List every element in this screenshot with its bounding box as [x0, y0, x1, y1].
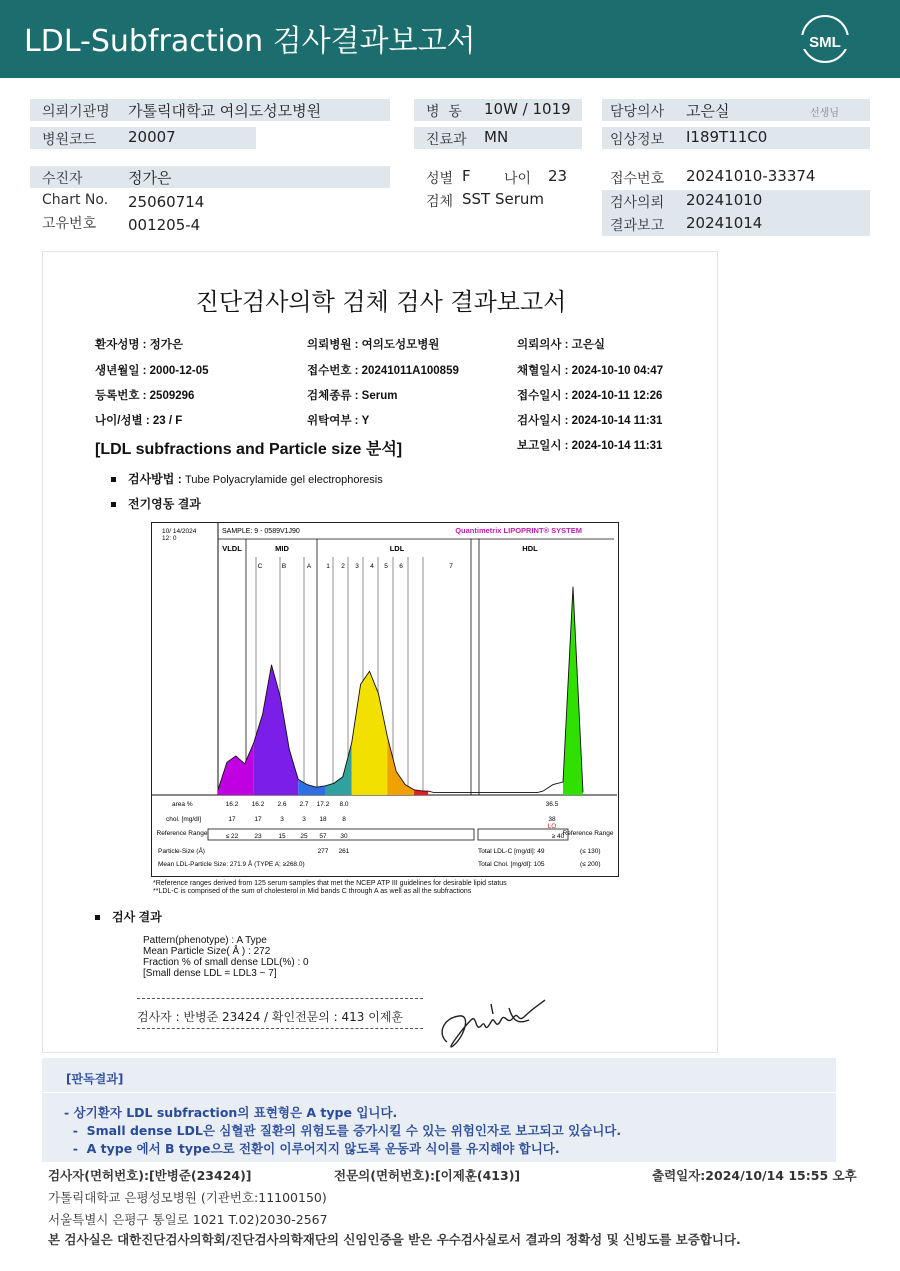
band-label: B [281, 563, 287, 570]
report-field: 의뢰의사 : 고은실 [517, 339, 605, 351]
chol-value: 3 [280, 816, 284, 823]
label: 검체 [426, 194, 454, 210]
area-value: 16.2 [225, 801, 239, 808]
ward-value: 10W / 1019 [484, 100, 571, 118]
report-field: 보고일시 : 2024-10-14 11:31 [517, 440, 663, 452]
sample-date: 10/ 14/2024 [162, 528, 197, 535]
report-title: 진단검사의학 검체 검사 결과보고서 [195, 288, 567, 316]
patient-value: 정가은 [128, 169, 172, 187]
band-area [352, 671, 388, 795]
chol-value: 17 [228, 816, 236, 823]
band-area [218, 743, 254, 795]
particle-value: 261 [338, 848, 350, 855]
label: 나이 [504, 171, 532, 187]
band-label: 7 [449, 563, 453, 570]
band-label: 3 [355, 563, 359, 570]
specialist-license: 전문의(면허번호):[이제훈(413)] [334, 1168, 521, 1183]
label: 고유번호 [42, 216, 97, 232]
judgement-line: - 상기환자 LDL subfraction의 표현형은 A type 입니다. [64, 1105, 398, 1120]
ref-value: 23 [254, 833, 262, 840]
group-label: MID [275, 544, 289, 553]
bullet [95, 915, 100, 920]
label: 검사의뢰 [610, 195, 665, 211]
band-label: A [306, 563, 312, 570]
area-value: 36.5 [545, 801, 559, 808]
doctor-value: 고은실 [686, 102, 730, 120]
dept-value: MN [484, 128, 509, 146]
particle-label: Particle-Size (Å) [158, 848, 205, 855]
band-area [254, 665, 299, 795]
report-field: 등록번호 : 2509296 [95, 390, 195, 402]
sex-value: F [462, 167, 471, 185]
ref-label: Reference Range [562, 830, 614, 837]
report-field: 검체종류 : Serum [307, 390, 398, 402]
result-line: Fraction % of small dense LDL(%) : 0 [143, 957, 309, 968]
method-line [111, 470, 383, 487]
band-label: C [257, 563, 263, 570]
chol-label: chol. [mg/dl] [166, 816, 202, 823]
band-label: 4 [370, 563, 374, 570]
label: 병원코드 [42, 132, 97, 148]
footnote: *Reference ranges derived from 125 serum samples that met the NCEP ATP III guidelines for desirable lipid status [153, 880, 507, 887]
group-label: LDL [389, 544, 405, 553]
total-chol-ref: (≤ 200) [580, 861, 601, 868]
band-area [563, 587, 583, 795]
brand-label: Quantimetrix LIPOPRINT® SYSTEM [455, 526, 582, 535]
area-label: area % [172, 801, 193, 808]
sample-time: 12: 0 [162, 535, 177, 542]
ref-value: 57 [319, 833, 327, 840]
scanned-report [42, 251, 718, 1053]
method-value: Tube Polyacrylamide gel electrophoresis [185, 474, 383, 486]
repdate-value: 20241014 [686, 214, 763, 232]
chol-value: 18 [319, 816, 327, 823]
reqdate-value: 20241010 [686, 191, 763, 209]
ref-label: Reference Range [156, 830, 208, 837]
ref-value: ≤ 22 [225, 833, 239, 840]
page-title: LDL-Subfraction 검사결과보고서 [24, 24, 476, 59]
ref-value: 30 [340, 833, 348, 840]
divider [137, 1028, 423, 1029]
clinical-value: I189T11C0 [686, 128, 768, 146]
area-value: 2.7 [299, 801, 309, 808]
hospcode-value: 20007 [128, 128, 176, 146]
chart-svg [152, 523, 617, 875]
chol-value: 17 [254, 816, 262, 823]
area-value: 8.0 [339, 801, 349, 808]
ref-value: 25 [300, 833, 308, 840]
specimen-value: SST Serum [462, 190, 545, 208]
label: 의뢰기관명 [42, 104, 110, 120]
electro-label: 전기영동 결과 [128, 497, 201, 511]
hdl-ref-value: ≥ 40 [551, 833, 565, 840]
judgement-heading: [판독결과] [66, 1072, 124, 1086]
address: 서울특별시 은평구 통일로 1021 T.02)2030-2567 [48, 1212, 328, 1227]
group-label: HDL [522, 544, 538, 553]
label: 임상정보 [610, 132, 665, 148]
area-value: 17.2 [316, 801, 330, 808]
total-chol: Total Chol. [mg/dl]: 105 [478, 861, 545, 868]
judgement-line: - A type 에서 B type으로 전환이 이루어지지 않도록 운동과 식이를 유지해야 합니다. [64, 1141, 560, 1156]
report-field: 접수번호 : 20241011A100859 [307, 365, 459, 377]
organization: 가톨릭대학교 은평성모병원 (기관번호:11100150) [48, 1190, 327, 1205]
method-label: 검사방법 : [128, 472, 182, 486]
band-area [387, 736, 414, 795]
report-field: 검사일시 : 2024-10-14 11:31 [517, 415, 663, 427]
divider [137, 998, 423, 999]
footnote: **LDL-C is comprised of the sum of cholesterol in Mid bands C through A as well as all the subfractions [153, 888, 472, 895]
report-field: 생년월일 : 2000-12-05 [95, 365, 209, 377]
handwritten-signature [433, 992, 551, 1054]
svg-text:SML: SML [809, 34, 841, 51]
hdl-flag: LO [547, 823, 557, 830]
print-date: 출력일자:2024/10/14 15:55 오후 [652, 1168, 857, 1183]
area-value: 16.2 [251, 801, 265, 808]
label: 결과보고 [610, 218, 665, 234]
chol-value: 38 [548, 816, 556, 823]
mean-size-label: Mean LDL-Particle Size: 271.9 Å (TYPE A; ≥268.0) [158, 861, 305, 868]
institution-value: 가톨릭대학교 여의도성모병원 [128, 102, 322, 120]
report-field: 채혈일시 : 2024-10-10 04:47 [517, 365, 664, 377]
label: 담당의사 [610, 104, 665, 120]
group-label: VLDL [222, 544, 242, 553]
report-field: 위탁여부 : Y [307, 415, 370, 427]
judgement-line: - Small dense LDL은 심혈관 질환의 위험도를 증가시킬 수 있는 위험인자로 보고되고 있습니다. [64, 1123, 622, 1138]
age-value: 23 [548, 167, 568, 185]
sml-logo [800, 14, 850, 64]
result-heading [95, 908, 162, 925]
total-ldl: Total LDL-C [mg/dl]: 49 [478, 848, 545, 855]
band-label: 5 [384, 563, 388, 570]
report-field: 의뢰병원 : 여의도성모병원 [307, 339, 440, 351]
certification: 본 검사실은 대한진단검사의학회/진단검사의학재단의 신임인증을 받은 우수검사실로서 결과의 정확성 및 신빙도를 보증합니다. [48, 1232, 741, 1247]
total-ldl-ref: (≤ 130) [580, 848, 601, 855]
info-box [30, 166, 390, 188]
result-line: [Small dense LDL = LDL3 ~ 7] [143, 968, 277, 979]
band-area [325, 743, 352, 795]
label: 성별 [426, 171, 454, 187]
bullet [111, 477, 116, 482]
chart-value: 25060714 [128, 193, 205, 211]
report-field: 접수일시 : 2024-10-11 12:26 [517, 390, 663, 402]
signature-line: 검사자 : 반병준 23424 / 확인전문의 : 413 이제훈 [137, 1010, 404, 1024]
band-label: 2 [341, 563, 345, 570]
band-label: 6 [399, 563, 403, 570]
label: 접수번호 [610, 171, 665, 187]
label: 병 동 [426, 104, 462, 120]
judgement-panel [42, 1058, 836, 1162]
label: Chart No. [42, 192, 109, 208]
label: 수진자 [42, 171, 83, 187]
result-line: Mean Particle Size( Å ) : 272 [143, 946, 271, 957]
uid-value: 001205-4 [128, 216, 201, 234]
area-value: 2.6 [277, 801, 287, 808]
recno-value: 20241010-33374 [686, 167, 816, 185]
band-label: 1 [326, 563, 330, 570]
result-label: 검사 결과 [112, 910, 162, 924]
report-header [0, 0, 900, 78]
report-field: 나이/성별 : 23 / F [95, 415, 183, 427]
chol-value: 8 [342, 816, 346, 823]
bullet [111, 502, 116, 507]
result-line: Pattern(phenotype) : A Type [143, 935, 267, 946]
divider [42, 1092, 836, 1093]
electro-heading [111, 495, 201, 512]
analysis-heading: [LDL subfractions and Particle size 분석] [95, 441, 403, 458]
tester-license: 검사자(면허번호):[반병준(23424)] [48, 1168, 252, 1183]
sample-label: SAMPLE: 9 - 0589V1J90 [222, 528, 300, 535]
particle-value: 277 [317, 848, 329, 855]
report-field: 환자성명 : 정가은 [95, 339, 183, 351]
doctor-suffix: 선생님 [810, 108, 839, 119]
lipoprint-chart [151, 522, 619, 877]
chol-value: 3 [302, 816, 306, 823]
ref-value: 15 [278, 833, 286, 840]
label: 진료과 [426, 132, 467, 148]
